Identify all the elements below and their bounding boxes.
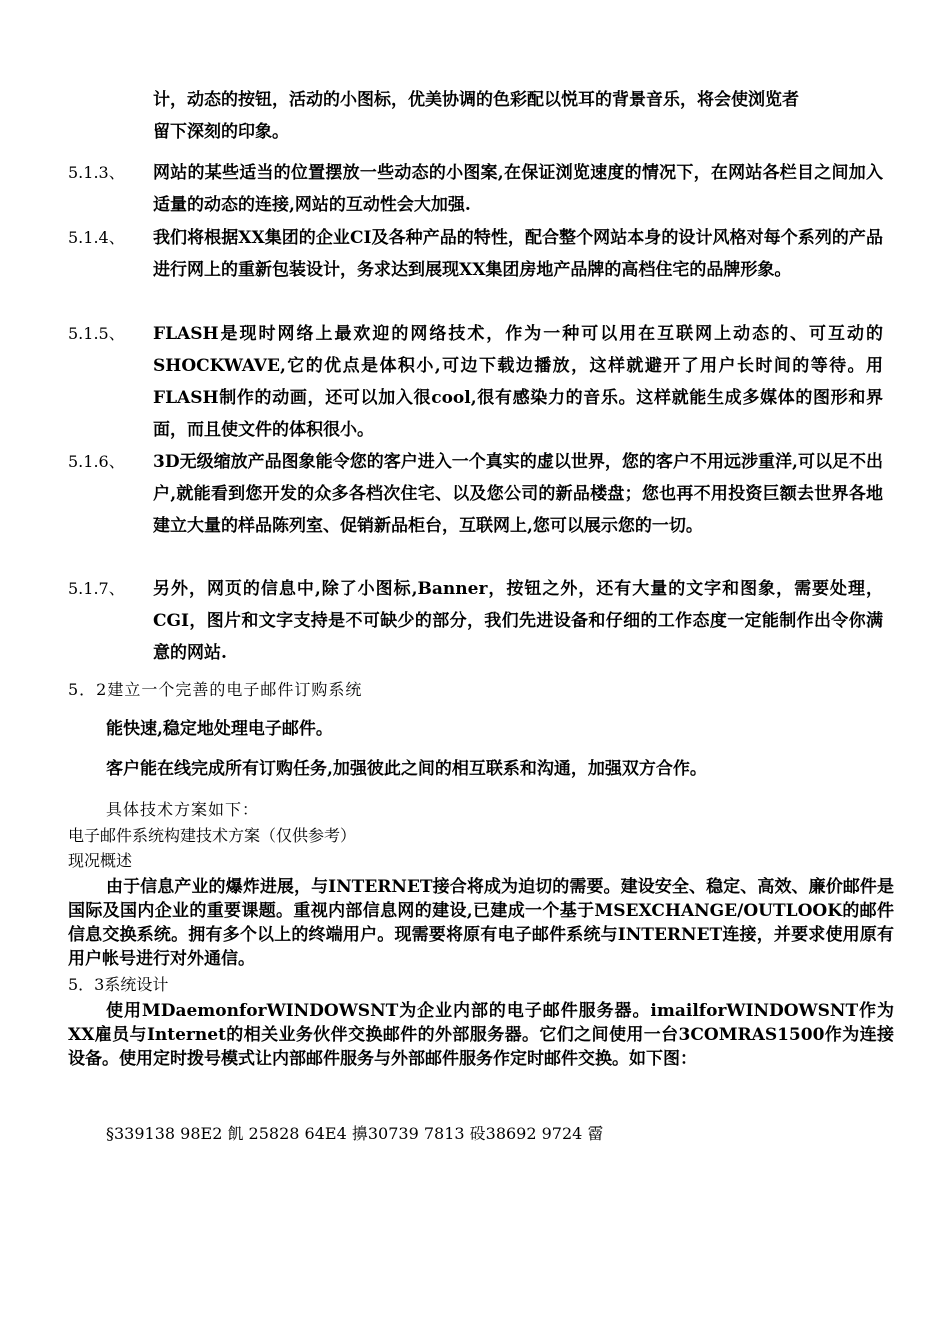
list-item-5-1-4	[68, 222, 888, 318]
scheme-title: 电子邮件系统构建技术方案（仅供参考）	[68, 826, 357, 845]
list-item-5-1-5	[68, 318, 888, 446]
item-number: 5.1.7、	[68, 579, 125, 598]
item-text: 网站的某些适当的位置摆放一些动态的小图案,在保证浏览速度的情况下，在网站各栏目之间加入适量的动态的连接,网站的互动性会大加强.	[153, 163, 883, 215]
garbled-figure-line: §339138 98E2 飢 25828 64E4 擤30739 7813 砓38692 9724 霤	[106, 1124, 604, 1143]
section-5-3-heading: 5．3系统设计	[68, 975, 169, 994]
section-5-2-line-1: 能快速,稳定地处理电子邮件。	[106, 719, 333, 739]
section-5-2-line-2: 客户能在线完成所有订购任务,加强彼此之间的相互联系和沟通，加强双方合作。	[106, 759, 707, 779]
system-design-paragraph: 使用MDaemonforWINDOWSNT为企业内部的电子邮件服务器。imailforWINDOWSNT作为XX雇员与Internet的相关业务伙伴交换邮件的外部服务器。它们之间使用一台3COMRAS1500作为连接设备。使用定时拨号模式让内部邮件服务与外部邮件服务作定时邮件交换。如下图：	[68, 1001, 894, 1069]
overview-paragraph: 由于信息产业的爆炸进展，与INTERNET接合将成为迫切的需要。建设安全、稳定、高效、廉价邮件是国际及国内企业的重要课题。重视内部信息网的建设,已建成一个基于MSEXCHANGE/OUTLOOK的邮件信息交换系统。拥有多个以上的终端用户。现需要将原有电子邮件系统与INTERNET连接，并要求使用原有用户帐号进行对外通信。	[68, 877, 894, 969]
item-text: 我们将根据XX集团的企业CI及各种产品的特性，配合整个网站本身的设计风格对每个系列的产品进行网上的重新包装设计，务求达到展现XX集团房地产品牌的高档住宅的品牌形象。	[153, 228, 883, 280]
item-number: 5.1.5、	[68, 324, 125, 343]
overview-title: 现况概述	[68, 851, 133, 870]
scheme-intro: 具体技术方案如下：	[106, 800, 260, 819]
intro-line-2: 留下深刻的印象。	[153, 122, 289, 142]
item-number: 5.1.6、	[68, 452, 125, 471]
item-text: FLASH是现时网络上最欢迎的网络技术，作为一种可以用在互联网上动态的、可互动的SHOCKWAVE,它的优点是体积小,可边下载边播放，这样就避开了用户长时间的等待。用FLASH制作的动画，还可以加入很cool,很有感染力的音乐。这样就能生成多媒体的图形和界面，而且使文件的体积很小。	[153, 324, 883, 440]
intro-line-1: 计，动态的按钮，活动的小图标，优美协调的色彩配以悦耳的背景音乐，将会使浏览者	[153, 90, 799, 110]
list-item-5-1-3	[68, 157, 888, 221]
section-5-2-heading: 5．2建立一个完善的电子邮件订购系统	[68, 680, 363, 699]
item-text: 3D无级缩放产品图象能令您的客户进入一个真实的虚以世界，您的客户不用远涉重洋,可以足不出户,就能看到您开发的众多各档次住宅、以及您公司的新品楼盘；您也再不用投资巨额去世界各地建立大量的样品陈列室、促销新品柜台，互联网上,您可以展示您的一切。	[153, 452, 883, 536]
item-text: 另外，网页的信息中,除了小图标,Banner，按钮之外，还有大量的文字和图象，需要处理，CGI，图片和文字支持是不可缺少的部分，我们先进设备和仔细的工作态度一定能制作出令你满意的网站.	[153, 579, 883, 663]
item-number: 5.1.3、	[68, 163, 125, 182]
list-item-5-1-6	[68, 446, 888, 574]
list-item-5-1-7	[68, 573, 888, 669]
item-number: 5.1.4、	[68, 228, 125, 247]
